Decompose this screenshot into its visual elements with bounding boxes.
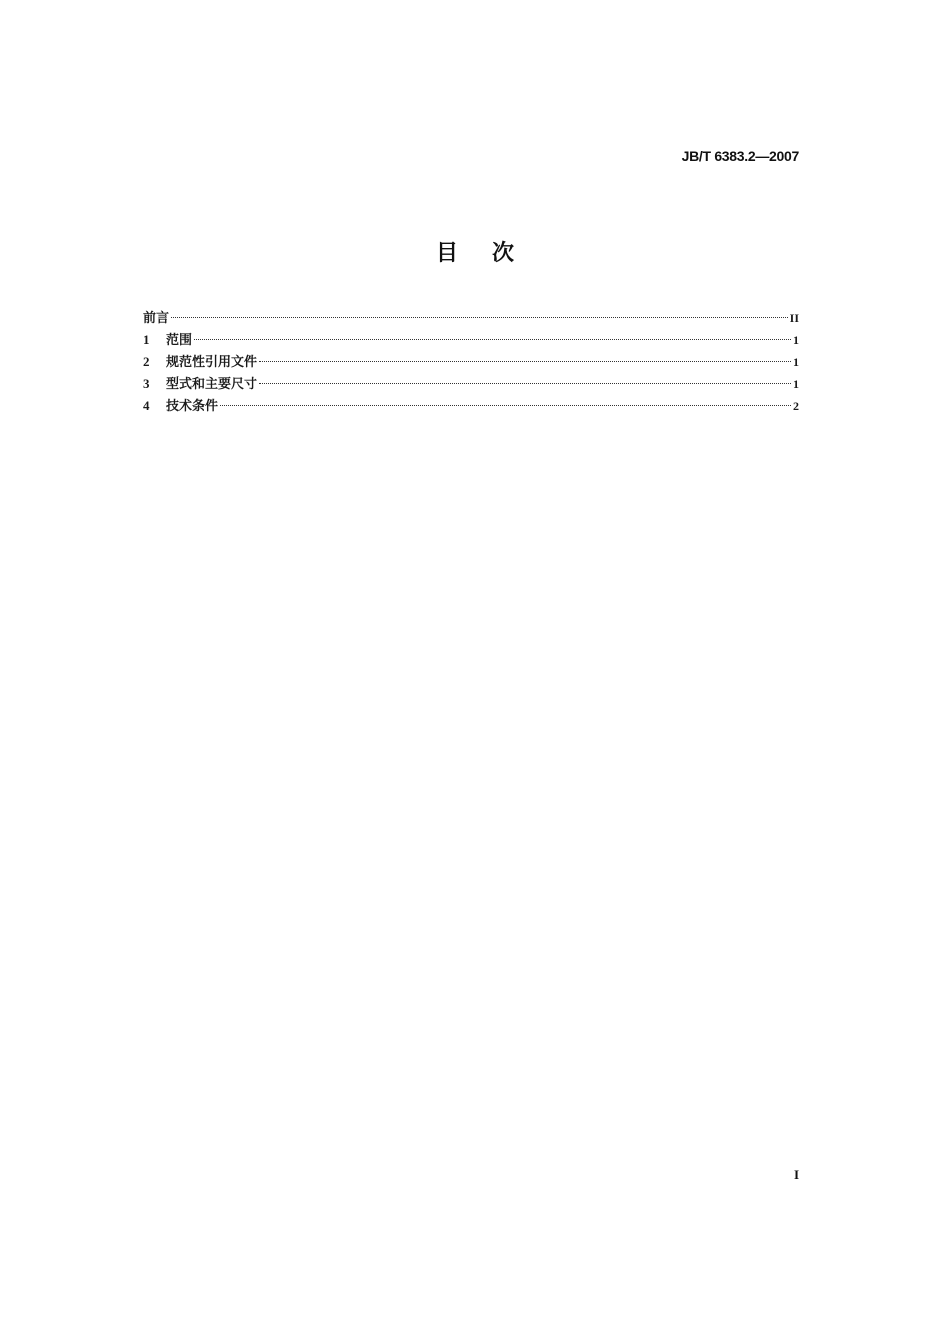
document-code: JB/T 6383.2—2007 [681, 148, 799, 164]
toc-entry-label: 范围 [166, 333, 193, 348]
toc-entry-number: 2 [143, 354, 150, 369]
toc-entry-label: 型式和主要尺寸 [166, 377, 258, 392]
toc-entry-scope[interactable] [143, 329, 799, 351]
toc-dot-leader [194, 339, 791, 340]
toc-entry-page: II [789, 311, 799, 325]
toc-entry-page: 1 [793, 333, 799, 347]
toc-entry-label: 规范性引用文件 [166, 355, 258, 370]
toc-entry-foreword[interactable] [143, 307, 799, 329]
toc-entry-technical-conditions[interactable] [143, 395, 799, 417]
toc-entry-number: 1 [143, 332, 150, 347]
toc-entry-number: 3 [143, 376, 150, 391]
toc-entry-label: 前言 [143, 311, 170, 326]
table-of-contents [143, 307, 799, 417]
page-number: I [793, 1167, 799, 1182]
toc-entry-page: 2 [793, 399, 799, 413]
toc-entry-page: 1 [793, 355, 799, 369]
toc-dot-leader [259, 383, 791, 384]
toc-entry-normative-references[interactable] [143, 351, 799, 373]
toc-entry-page: 1 [793, 377, 799, 391]
toc-title: 目次 [435, 241, 548, 266]
toc-entry-number: 4 [143, 398, 150, 413]
toc-dot-leader [171, 317, 788, 318]
toc-entry-types-and-dimensions[interactable] [143, 373, 799, 395]
toc-entry-label: 技术条件 [166, 399, 219, 414]
toc-dot-leader [220, 405, 791, 406]
toc-dot-leader [259, 361, 791, 362]
